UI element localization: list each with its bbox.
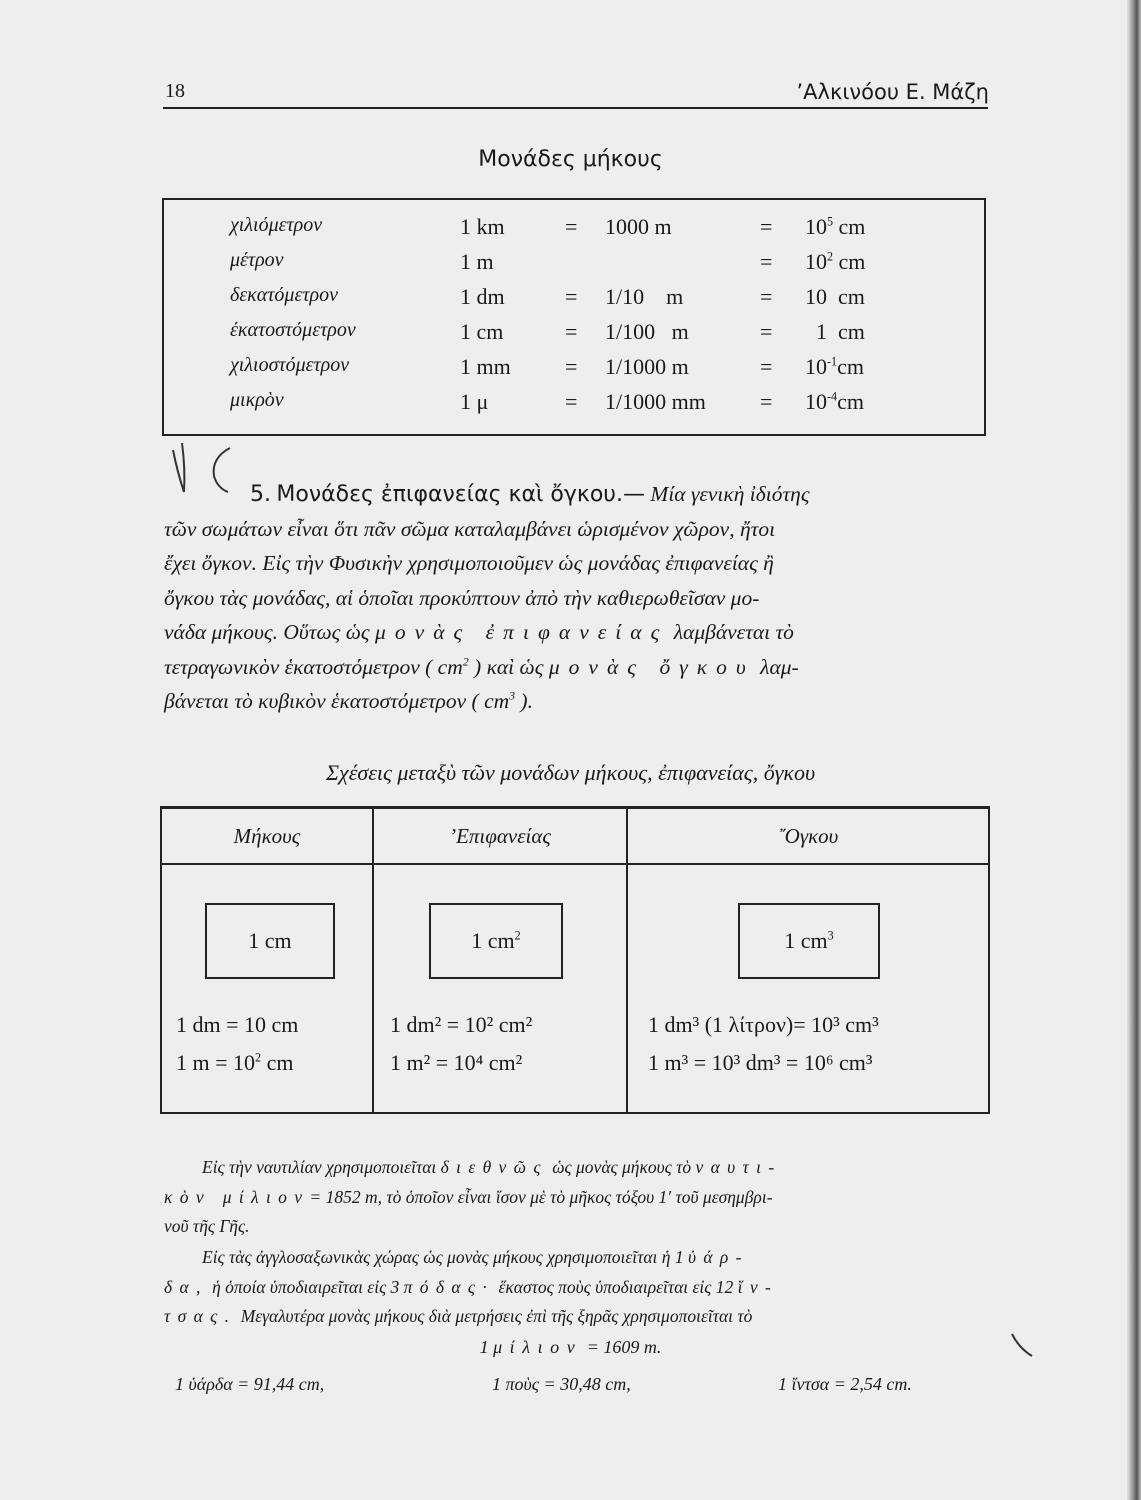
unit-name: δεκατόμετρον xyxy=(230,284,338,306)
superscript: 2 xyxy=(462,654,469,669)
emphasized-term: ἴν- xyxy=(737,1276,779,1297)
running-title: ’Αλκινόου Ε. Μάζη xyxy=(796,80,989,104)
note-text: Μεγαλυτέρα μονὰς μήκους διὰ μετρήσεις ἐπὶ τῆς ξηρᾶς χρησιμοποιεῖται τὸ xyxy=(240,1306,753,1326)
paragraph-text: λαμβάνεται τὸ xyxy=(673,620,794,644)
emphasized-term: κὸν μίλιον xyxy=(164,1186,310,1207)
cm-unit: cm xyxy=(833,249,866,274)
meter-value: 1/10 m xyxy=(605,284,684,309)
paragraph-line: ἔχει ὄγκον. Εἰς τὴν Φυσικὴν χρησιμοποιοῦμεν ὡς μονάδας ἐπιφανείας ἢ xyxy=(164,551,774,575)
unit-box-cm3 xyxy=(738,903,880,979)
emphasized-term: μονὰς ἐπιφανείας xyxy=(375,620,669,644)
equals-sign: = xyxy=(760,354,773,379)
equals-sign: = xyxy=(565,319,578,344)
equals-sign: = xyxy=(565,389,578,414)
emphasized-term: πόδας· xyxy=(403,1276,495,1297)
cm-value xyxy=(805,249,865,275)
meter-value: 1/1000 mm xyxy=(605,389,706,414)
unit-name: χιλιόμετρον xyxy=(230,214,323,236)
cm-unit: cm xyxy=(827,319,865,344)
book-binding-edge xyxy=(1127,0,1141,1500)
cm-value xyxy=(805,284,865,310)
cm-unit: cm xyxy=(827,284,865,309)
superscript: 2 xyxy=(514,928,521,943)
emphasized-term: μίλιον xyxy=(493,1337,583,1357)
cm-value xyxy=(805,389,864,415)
emphasized-term: μονὰς ὄγκου xyxy=(548,654,755,679)
unit-label: 1 cm xyxy=(784,928,828,953)
note-text: Εἰς τὰς ἀγγλοσαξωνικὰς χώρας ὡς μονὰς μήκους χρησιμοποιεῖται ἡ 1 xyxy=(202,1247,684,1267)
mile-prefix: 1 xyxy=(479,1337,489,1357)
unit-name: χιλιοστόμετρον xyxy=(230,354,350,376)
note-text: ὡς μονὰς μήκους τὸ xyxy=(552,1157,692,1177)
superscript: 5 xyxy=(827,214,834,229)
paragraph-line xyxy=(164,650,992,685)
mile-value: = 1609 m. xyxy=(586,1337,662,1357)
area-relation: 1 m² = 10⁴ cm² xyxy=(390,1050,523,1075)
unit-name: μέτρον xyxy=(230,249,284,271)
equals-sign: = xyxy=(760,284,773,309)
header-rule xyxy=(163,107,988,109)
column-header-area: ’Επιφανείας xyxy=(449,824,551,848)
emphasized-term: διεθνῶς xyxy=(440,1157,548,1177)
equals-sign: = xyxy=(565,214,578,239)
emphasized-term: δα, xyxy=(164,1276,208,1297)
column-header-length: Μήκους xyxy=(233,824,301,848)
superscript: 3 xyxy=(827,928,834,943)
section-number: 5. xyxy=(250,482,271,507)
superscript: -1 xyxy=(827,354,838,369)
relation-text: cm xyxy=(261,1050,294,1075)
paragraph-line xyxy=(164,477,992,512)
length-relation: 1 dm = 10 cm xyxy=(176,1012,299,1037)
relation-text: 1 m = 10 xyxy=(176,1050,256,1075)
paragraph-text: λαμ- xyxy=(760,654,799,679)
note-line: νοῦ τῆς Γῆς. xyxy=(164,1216,250,1236)
column-header-volume: ῎Ογκου xyxy=(777,824,839,848)
cm-base: 10 xyxy=(805,214,827,239)
section-heading: Μονάδες ἐπιφανείας καὶ ὄγκου.— xyxy=(276,482,646,507)
note-imperial-units xyxy=(164,1243,994,1332)
note-text: = 1852 m, τὸ ὁποῖον εἶναι ἴσον μὲ τὸ μῆκος τόξου 1′ τοῦ μεσημβρι- xyxy=(309,1186,773,1207)
meter-value: 1000 m xyxy=(605,214,672,239)
unit-symbol: 1 dm xyxy=(460,284,505,309)
equals-sign: = xyxy=(760,214,773,239)
superscript: -4 xyxy=(827,389,838,404)
cm-value xyxy=(805,214,865,240)
paragraph-line xyxy=(164,615,992,650)
unit-box-cm2 xyxy=(429,903,563,979)
mile-definition xyxy=(0,1337,1141,1358)
emphasized-term: τσας. xyxy=(164,1306,237,1326)
unit-symbol: 1 cm xyxy=(460,319,504,344)
column-divider xyxy=(626,809,628,1112)
foot-equivalent: 1 ποὺς = 30,48 cm, xyxy=(492,1374,631,1394)
equals-sign: = xyxy=(760,249,773,274)
note-line xyxy=(164,1153,994,1183)
column-divider xyxy=(372,809,374,1112)
superscript: 2 xyxy=(827,249,834,264)
note-text: ἡ ὁποία ὑποδιαιρεῖται εἰς 3 xyxy=(212,1276,400,1297)
cm-base: 1 xyxy=(805,319,827,344)
equals-sign: = xyxy=(565,284,578,309)
superscript: 2 xyxy=(255,1050,262,1065)
cm-base: 10 xyxy=(805,389,827,414)
unit-symbol: 1 m xyxy=(460,249,494,274)
note-text: Εἰς τὴν ναυτιλίαν χρησιμοποιεῖται xyxy=(202,1157,437,1177)
paragraph-line: τῶν σωμάτων εἶναι ὅτι πᾶν σῶμα καταλαμβάνει ὡρισμένον χῶρον, ἤτοι xyxy=(164,516,776,541)
area-relation: 1 dm² = 10² cm² xyxy=(390,1012,533,1037)
paragraph-text: βάνεται τὸ κυβικὸν ἑκατοστόμετρον ( cm xyxy=(164,689,510,713)
equals-sign: = xyxy=(565,354,578,379)
unit-name: έκατοστόμετρον xyxy=(230,319,356,341)
unit-box-cm: 1 cm xyxy=(205,903,335,979)
paragraph-line xyxy=(164,684,992,719)
unit-name: μικρὸν xyxy=(230,389,284,411)
paragraph-text: ) καὶ ὡς xyxy=(468,654,544,679)
unit-label: 1 cm xyxy=(471,928,515,953)
meter-value: 1/1000 m xyxy=(605,354,689,379)
cm-value xyxy=(805,354,864,380)
cm-base: 10 xyxy=(805,354,827,379)
emphasized-term: ὑάρ- xyxy=(687,1247,749,1267)
volume-relation: 1 dm³ (1 λίτρον)= 10³ cm³ xyxy=(648,1012,879,1037)
note-line xyxy=(164,1243,994,1273)
inch-equivalent: 1 ἴντσα = 2,54 cm. xyxy=(778,1374,912,1394)
note-line xyxy=(164,1273,994,1303)
note-nautical-mile xyxy=(164,1153,994,1242)
page-number: 18 xyxy=(165,80,185,102)
unit-symbol: 1 mm xyxy=(460,354,511,379)
section-5-paragraph xyxy=(164,477,992,719)
cm-unit: cm xyxy=(837,354,864,379)
paragraph-line: ὄγκου τὰς μονάδας, αἱ ὁποῖαι προκύπτουν ἀπὸ τὴν καθιερωθεῖσαν μο- xyxy=(164,585,760,610)
cm-value xyxy=(805,319,865,345)
note-text: ἕκαστος ποὺς ὑποδιαιρεῖται εἰς 12 xyxy=(498,1276,734,1297)
cm-unit: cm xyxy=(833,214,866,239)
paragraph-text: νάδα μήκους. Οὕτως ὡς xyxy=(164,620,370,644)
emphasized-term: ναυτι- xyxy=(695,1157,782,1177)
equals-sign: = xyxy=(760,389,773,414)
cm-base: 10 xyxy=(805,284,827,309)
unit-symbol: 1 μ xyxy=(460,389,489,414)
cm-unit: cm xyxy=(837,389,864,414)
note-line xyxy=(164,1183,994,1213)
paragraph-text: Μία γενικὴ ἰδιότης xyxy=(650,482,810,506)
unit-symbol: 1 km xyxy=(460,214,505,239)
relations-table-title: Σχέσεις μεταξὺ τῶν μονάδων μήκους, ἐπιφανείας, ὄγκου xyxy=(325,760,816,785)
relations-table xyxy=(160,806,990,1114)
cm-base: 10 xyxy=(805,249,827,274)
note-line xyxy=(164,1302,994,1332)
length-relation xyxy=(176,1050,293,1076)
volume-relation: 1 m³ = 10³ dm³ = 10⁶ cm³ xyxy=(648,1050,873,1075)
paragraph-text: τετραγωνικὸν ἑκατοστόμετρον ( cm xyxy=(164,654,463,679)
meter-value: 1/100 m xyxy=(605,319,689,344)
paragraph-text: ). xyxy=(515,689,533,713)
yard-equivalent: 1 ὑάρδα = 91,44 cm, xyxy=(175,1374,325,1394)
equals-sign: = xyxy=(760,319,773,344)
handwritten-tick-icon xyxy=(1008,1330,1038,1360)
length-units-title: Μονάδες μήκους xyxy=(478,147,663,172)
header-divider xyxy=(162,863,988,865)
superscript: 3 xyxy=(509,688,516,703)
